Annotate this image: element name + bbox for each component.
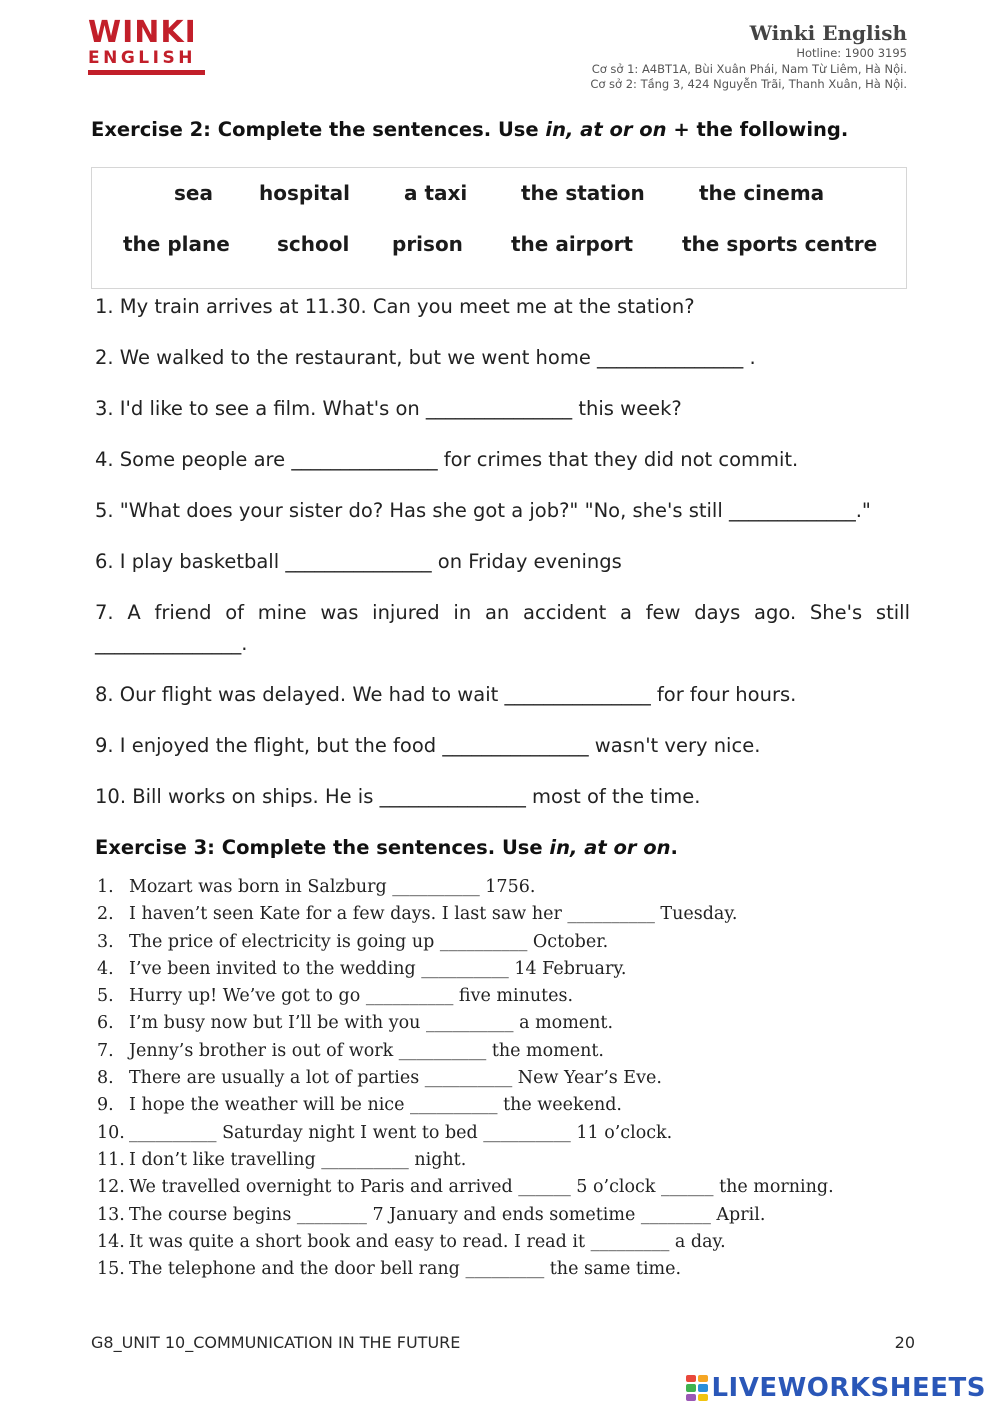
page-number: 20 (894, 1333, 915, 1352)
ex2-sentence-7-blank: _______________. (95, 632, 248, 655)
list-item: 7. Jenny’s brother is out of work __________ the moment. (97, 1040, 604, 1061)
ex2-sentence-7: 7. A friend of mine was injured in an accident a few days ago. She's still (95, 601, 910, 624)
ex2-sentence-10: 10. Bill works on ships. He is _______________ most of the time. (95, 785, 701, 808)
list-item: 2. I haven’t seen Kate for a few days. I last saw her __________ Tuesday. (97, 904, 738, 925)
word-hospital: hospital (259, 181, 350, 205)
list-item: 3. The price of electricity is going up __________ October. (97, 931, 609, 952)
ex2-sentence-6: 6. I play basketball _______________ on Friday evenings (95, 550, 622, 573)
logo-underline (88, 70, 205, 75)
address-2: Cơ sở 2: Tầng 3, 424 Nguyễn Trãi, Thanh Xuân, Hà Nội. (590, 77, 907, 91)
liveworksheets-icon (686, 1375, 708, 1401)
list-item: 9. I hope the weather will be nice __________ the weekend. (97, 1095, 622, 1116)
list-item: 10. __________ Saturday night I went to bed __________ 11 o’clock. (97, 1122, 673, 1143)
winki-logo (88, 15, 210, 75)
list-item: 12. We travelled overnight to Paris and arrived ______ 5 o’clock ______ the morning. (97, 1177, 834, 1198)
ex2-sentence-4: 4. Some people are _______________ for crimes that they did not commit. (95, 448, 799, 471)
ex2-sentence-2: 2. We walked to the restaurant, but we went home _______________ . (95, 346, 756, 369)
exercise2-title: Exercise 2: Complete the sentences. Use in, at or on + the following. (91, 118, 849, 141)
ex2-sentence-9: 9. I enjoyed the flight, but the food _______________ wasn't very nice. (95, 734, 761, 757)
list-item: 6. I’m busy now but I’ll be with you __________ a moment. (97, 1013, 614, 1034)
ex2-sentence-3: 3. I'd like to see a film. What's on _______________ this week? (95, 397, 682, 420)
exercise3-list (97, 874, 917, 1283)
liveworksheets-text: LIVEWORKSHEETS (711, 1373, 986, 1403)
address-1: Cơ sở 1: A4BT1A, Bùi Xuân Phái, Nam Từ Liêm, Hà Nội. (591, 61, 907, 76)
header-contact (590, 20, 907, 93)
word-school: school (277, 232, 350, 256)
logo-line2: ENGLISH (88, 48, 196, 68)
list-item: 14. It was quite a short book and easy to read. I read it _________ a day. (97, 1231, 726, 1252)
list-item: 8. There are usually a lot of parties __________ New Year’s Eve. (97, 1068, 662, 1089)
list-item: 1. Mozart was born in Salzburg __________ 1756. (97, 877, 536, 897)
word-the-sports-centre: the sports centre (682, 232, 878, 256)
list-item: 11. I don’t like travelling __________ night. (97, 1149, 467, 1170)
ex2-sentence-5: 5. "What does your sister do? Has she got a job?" "No, she's still _____________." (95, 499, 871, 522)
word-the-airport: the airport (511, 232, 634, 256)
ex2-sentence-8: 8. Our flight was delayed. We had to wait _______________ for four hours. (95, 683, 797, 706)
exercise3-title: Exercise 3: Complete the sentences. Use in, at or on. (95, 836, 678, 859)
word-sea: sea (174, 181, 213, 205)
list-item: 15. The telephone and the door bell rang _________ the same time. (97, 1259, 682, 1280)
word-prison: prison (392, 232, 463, 256)
liveworksheets-watermark (686, 1373, 986, 1403)
list-item: 4. I’ve been invited to the wedding __________ 14 February. (97, 958, 627, 979)
logo-line1: WINKI (88, 15, 197, 50)
hotline: Hotline: 1900 3195 (796, 46, 907, 60)
list-item: 13. The course begins ________ 7 January and ends sometime ________ April. (97, 1204, 766, 1225)
footer-unit: G8_UNIT 10_COMMUNICATION IN THE FUTURE (91, 1333, 461, 1352)
brand-name: Winki English (749, 21, 907, 45)
word-the-cinema: the cinema (699, 181, 825, 205)
ex2-sentence-1: 1. My train arrives at 11.30. Can you meet me at the station? (95, 295, 695, 318)
list-item: 5. Hurry up! We’ve got to go __________ five minutes. (97, 986, 574, 1007)
word-the-station: the station (521, 181, 645, 205)
word-a-taxi: a taxi (404, 181, 468, 205)
word-box (91, 167, 907, 289)
word-the-plane: the plane (123, 232, 230, 256)
